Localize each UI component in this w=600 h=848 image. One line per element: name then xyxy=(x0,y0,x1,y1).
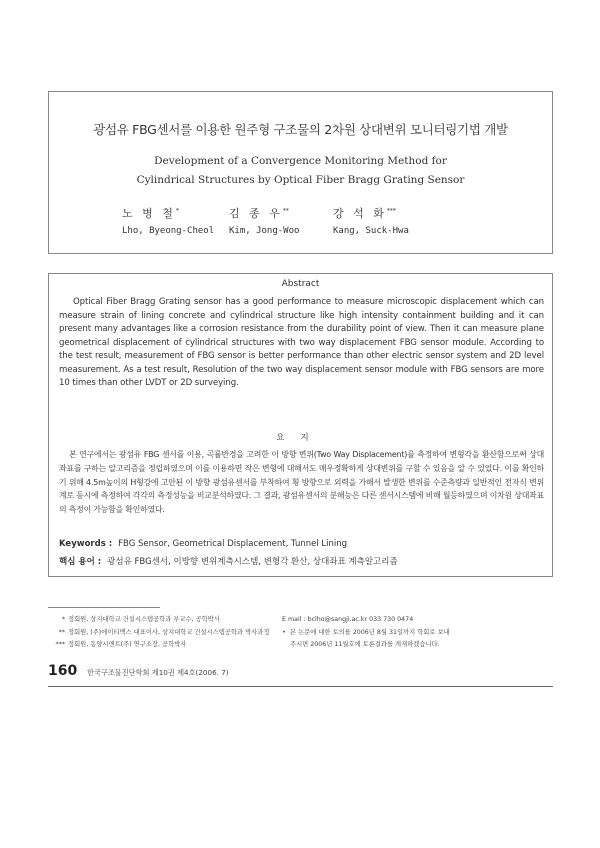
abstract-box xyxy=(48,273,553,577)
author-1-korean: 노 병 철* xyxy=(122,207,179,220)
page-number: 160 xyxy=(48,663,78,679)
author-3-english: Kang, Suck-Hwa xyxy=(333,226,409,236)
footnote-2: ** 정회원, (주)에이티맥스 대표이사, 상지대학교 건설시스템공학과 박사과정 xyxy=(58,628,270,636)
keywords-english-label: Keywords : xyxy=(59,539,113,549)
title-box xyxy=(48,91,553,254)
abstract-text: Optical Fiber Bragg Grating sensor has a good performance to measure microscopic displacement which can measure strain of lining concrete and cylindrical structure like high intensity containment building and it can present many advantages like a corrosion resistance from the durability point of view. Then it can measure plane geometrical displacement of cylindrical structures with two way displacement FBG sensor module. According to the test result, measurement of FBG sensor is better performance than other electric sensor system and 2D level measurement. As a test result, Resolution of the two way displacement sensor module with FBG sensors are more 10 times than other LVDT or 2D surveying. xyxy=(59,297,544,388)
footnotes-affiliations xyxy=(48,614,270,652)
footer-rule xyxy=(48,686,553,687)
keywords-korean xyxy=(59,555,549,567)
keywords-korean-label: 핵심 용어 : xyxy=(59,557,102,567)
english-title-line-1: Development of a Convergence Monitoring Method for xyxy=(154,155,447,167)
footnotes-contact xyxy=(282,614,554,652)
keywords-english-values: FBG Sensor, Geometrical Displacement, Tunnel Lining xyxy=(118,539,348,549)
author-3-mark: *** xyxy=(386,207,396,215)
author-3-korean: 강 석 화*** xyxy=(333,207,396,220)
author-1-english: Lho, Byeong-Cheol xyxy=(122,226,215,236)
footnote-3: *** 정회원, 동양시멘트(주) 연구소장, 공학박사 xyxy=(55,641,187,648)
footnote-notice-cont: 주시면 2006년 11월호에 토론결과를 게재하겠습니다. xyxy=(290,641,440,648)
footnote-rule xyxy=(48,607,160,608)
footnote-email: E mail : bclho@sangji.ac.kr 033 730 0474 xyxy=(282,616,414,623)
journal-citation: 한국구조물진단학회 제10권 제4호(2006. 7) xyxy=(87,668,229,677)
keywords-korean-values: 광섬유 FBG센서, 이방향 변위계측시스템, 변형각 환산, 상대좌표 계측알고리즘 xyxy=(107,557,398,567)
abstract-heading: Abstract xyxy=(281,279,320,289)
yoji-heading: 요지 xyxy=(276,433,325,443)
english-title-line-2: Cylindrical Structures by Optical Fiber Bragg Grating Sensor xyxy=(136,174,465,186)
footnote-notice: • 본 논문에 대한 토의를 2006년 8월 31일까지 학회로 보내 xyxy=(282,628,450,636)
korean-title: 광섬유 FBG센서를 이용한 원주형 구조물의 2차원 상대변위 모니터링기법 개발 xyxy=(93,122,508,137)
author-2-english: Kim, Jong-Woo xyxy=(229,226,300,236)
yoji-text: 본 연구에서는 광섬유 FBG 센서를 이용, 곡률반경을 고려한 이 방향 변위(Two Way Displacement)를 측정하여 변형각을 환산함으로써 상대좌표를 구하는 알고리즘을 정립하였으며 이를 이용하면 작은 변형에 대해서도 매우정확하게 상대변위를 구할 수 있음을 알 수 있었다. 이를 확인하기 위해 4.5m높이의 H형강에 고안된 이 방향 광섬유센서를 부착하여 횡 방향으로 외력을 가해서 발생한 변위를 수준측량과 일반적인 전자식 변위계로 동시에 측정하여 각각의 측정성능을 비교분석하였다. 그 결과, 광섬유센서의 분해능은 다른 센서시스템에 비해 월등하였으며 이차원 상대좌표의 측정이 가능함을 확인하였다. xyxy=(59,450,544,515)
english-title xyxy=(49,152,552,190)
author-1-mark: * xyxy=(175,207,179,215)
author-2-mark: ** xyxy=(282,207,289,215)
keywords-english xyxy=(59,539,549,549)
footnote-1: * 정회원, 상지대학교 건설시스템공학과 부교수, 공학박사 xyxy=(61,616,220,623)
author-2-korean: 김 종 우** xyxy=(229,207,289,220)
